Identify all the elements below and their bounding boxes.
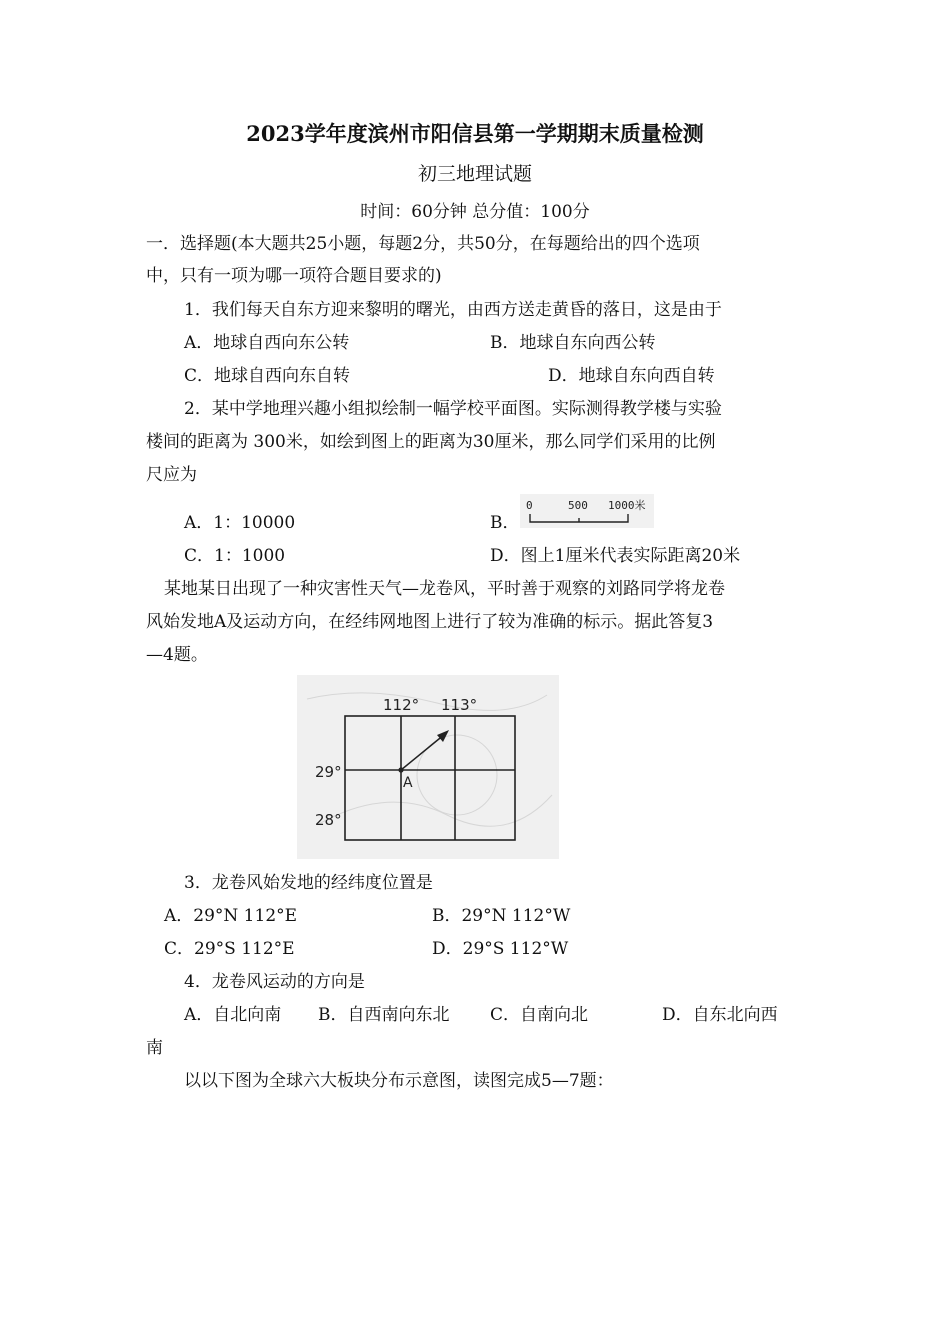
- q2-stem-cont: 楼间的距离为 300米，如绘到图上的距离为30厘米，那么同学们采用的比例: [146, 432, 716, 452]
- longitude-112-label: 112°: [383, 696, 420, 714]
- exam-meta: 时间：60分钟 总分值：100分: [360, 202, 590, 222]
- page-subtitle: 初三地理试题: [417, 163, 532, 185]
- q1-option-a: A．地球自西向东公转: [184, 333, 350, 353]
- scale-tick-500: 500: [568, 499, 588, 512]
- scale-tick-0: 0: [526, 499, 533, 512]
- longitude-113-label: 113°: [441, 696, 478, 714]
- passage-3-4-cont2: —4题。: [146, 645, 208, 665]
- q4-option-c: C．自南向北: [490, 1005, 589, 1025]
- q2-stem: 2．某中学地理兴趣小组拟绘制一幅学校平面图。实际测得教学楼与实验: [184, 399, 722, 419]
- scale-bar-figure: [520, 494, 654, 528]
- q3-stem: 3．龙卷风始发地的经纬度位置是: [184, 873, 433, 893]
- q2-option-b: B．: [490, 513, 520, 533]
- passage-3-4: 某地某日出现了一种灾害性天气—龙卷风，平时善于观察的刘路同学将龙卷: [164, 579, 725, 599]
- q1-option-b: B．地球自东向西公转: [490, 333, 656, 353]
- q3-option-c: C．29°S 112°E: [164, 939, 295, 959]
- section-heading-cont: 中，只有一项为哪一项符合题目要求的): [146, 266, 442, 286]
- q2-stem-cont2: 尺应为: [146, 465, 197, 485]
- page-title: 2023学年度滨州市阳信县第一学期期末质量检测: [246, 121, 704, 146]
- passage-3-4-cont: 风始发地A及运动方向，在经纬网地图上进行了较为准确的标示。据此答复3: [146, 612, 714, 632]
- q1-option-c: C．地球自西向东自转: [184, 366, 351, 386]
- q2-option-d: D．图上1厘米代表实际距离20米: [490, 546, 741, 566]
- latitude-29-label: 29°: [315, 763, 342, 781]
- q4-option-d: D．自东北向西: [662, 1005, 778, 1025]
- point-a-label: A: [403, 775, 413, 791]
- q3-option-a: A．29°N 112°E: [164, 906, 298, 926]
- q4-stem: 4．龙卷风运动的方向是: [184, 972, 365, 992]
- point-a-marker: [398, 767, 403, 772]
- q2-option-a: A．1：10000: [184, 513, 296, 533]
- q3-option-b: B．29°N 112°W: [432, 906, 571, 926]
- section-heading: 一．选择题(本大题共25小题，每题2分，共50分，在每题给出的四个选项: [146, 234, 700, 254]
- q1-option-d: D．地球自东向西自转: [548, 366, 715, 386]
- q4-option-b: B．自西南向东北: [318, 1005, 450, 1025]
- q1-stem: 1．我们每天自东方迎来黎明的曙光，由西方送走黄昏的落日，这是由于: [184, 300, 722, 320]
- latitude-28-label: 28°: [315, 811, 342, 829]
- q3-option-d: D．29°S 112°W: [432, 939, 569, 959]
- q2-option-c: C．1：1000: [184, 546, 286, 566]
- scale-tick-1000: 1000米: [608, 499, 646, 512]
- q4-option-a: A．自北向南: [184, 1005, 282, 1025]
- passage-5-7: 以以下图为全球六大板块分布示意图，读图完成5—7题：: [184, 1071, 614, 1091]
- q4-option-d-cont: 南: [146, 1038, 163, 1058]
- lat-long-grid-map: [297, 675, 559, 859]
